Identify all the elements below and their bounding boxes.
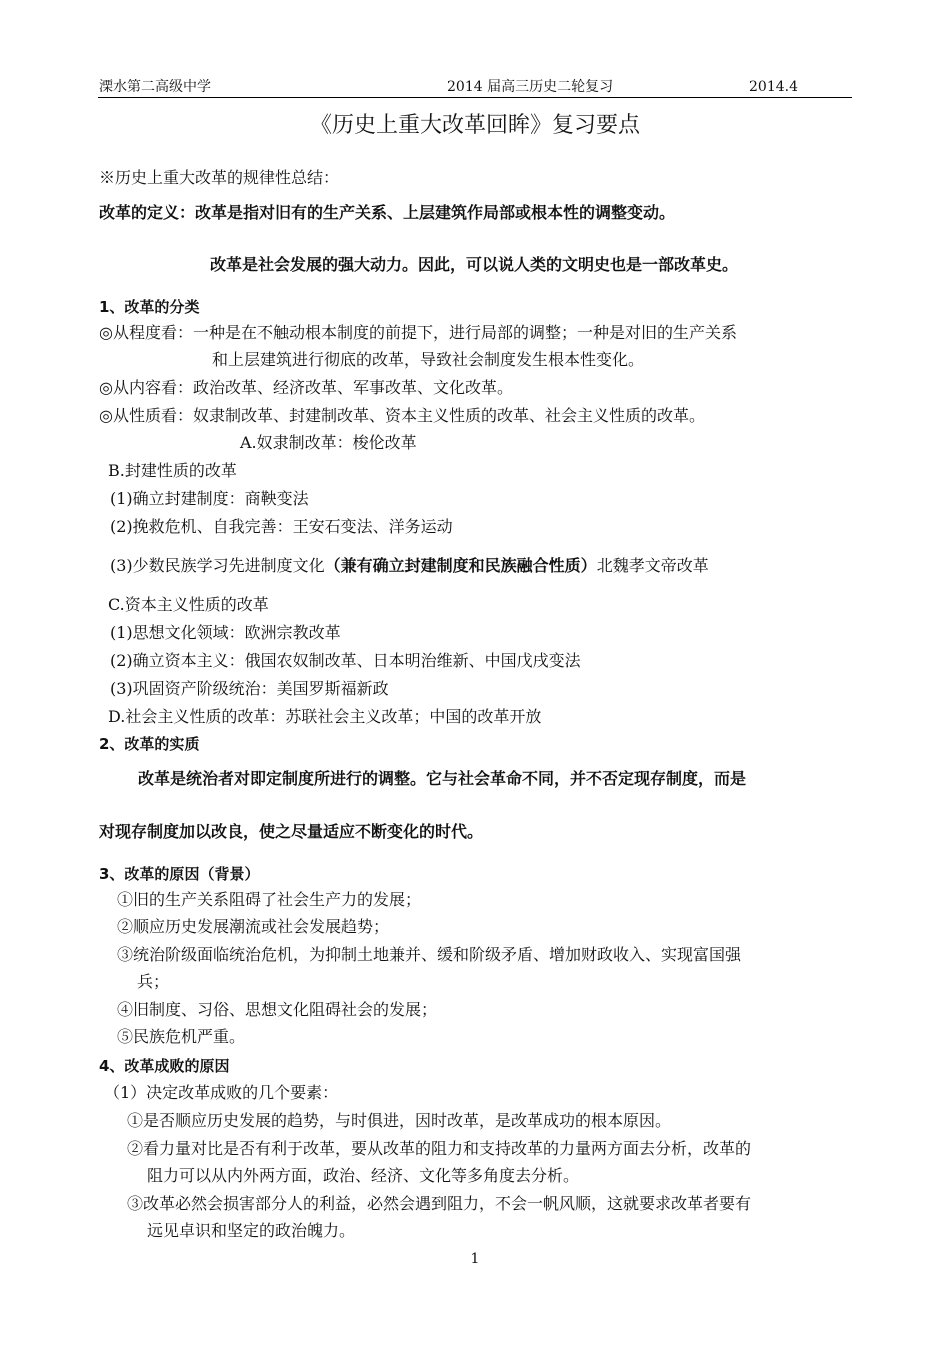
s4-item-3-line1: ③改革必然会损害部分人的利益，必然会遇到阻力，不会一帆风顺，这就要求改革者要有 xyxy=(127,1194,752,1213)
s3-item-5: ⑤民族危机严重。 xyxy=(117,1027,246,1046)
s1-item-C1: (1)思想文化领域：欧洲宗教改革 xyxy=(110,623,341,642)
page-number: 1 xyxy=(470,1251,480,1267)
definition-line2: 改革是社会发展的强大动力。因此，可以说人类的文明史也是一部改革史。 xyxy=(210,255,739,274)
s1-content: ◎从内容看：政治改革、经济改革、军事改革、文化改革。 xyxy=(99,378,513,397)
s3-item-2: ②顺应历史发展潮流或社会发展趋势； xyxy=(117,917,390,936)
s1-item-B3 xyxy=(110,556,709,576)
s4-item-3-line2: 远见卓识和坚定的政治魄力。 xyxy=(147,1221,356,1240)
header-course: 2014 届高三历史二轮复习 xyxy=(447,79,614,95)
s1-item-C2: (2)确立资本主义：俄国农奴制改革、日本明治维新、中国戊戌变法 xyxy=(110,651,581,670)
s3-item-3-line2: 兵； xyxy=(137,972,170,991)
s1-nature: ◎从性质看：奴隶制改革、封建制改革、资本主义性质的改革、社会主义性质的改革。 xyxy=(99,406,705,425)
s3-item-4: ④旧制度、习俗、思想文化阻碍社会的发展； xyxy=(117,1000,438,1019)
s1-item-D: D.社会主义性质的改革：苏联社会主义改革；中国的改革开放 xyxy=(108,707,542,726)
intro-text: ※历史上重大改革的规律性总结： xyxy=(99,168,340,187)
s3-item-1: ①旧的生产关系阻碍了社会生产力的发展； xyxy=(117,890,422,909)
header-date: 2014.4 xyxy=(749,79,798,95)
s2-line2: 对现存制度加以改良，使之尽量适应不断变化的时代。 xyxy=(99,822,484,841)
s3-item-3-line1: ③统治阶级面临统治危机，为抑制土地兼并、缓和阶级矛盾、增加财政收入、实现富国强 xyxy=(117,945,742,964)
s1-item-A: A.奴隶制改革：梭伦改革 xyxy=(240,433,417,452)
definition-line1: 改革的定义：改革是指对旧有的生产关系、上层建筑作局部或根本性的调整变动。 xyxy=(99,203,676,222)
s4-item-2-line1: ②看力量对比是否有利于改革，要从改革的阻力和支持改革的力量两方面去分析，改革的 xyxy=(127,1139,752,1158)
section2-heading: 2、改革的实质 xyxy=(99,735,200,753)
s1-degree-line2: 和上层建筑进行彻底的改革，导致社会制度发生根本性变化。 xyxy=(212,350,645,369)
s1-item-C: C.资本主义性质的改革 xyxy=(108,595,269,614)
s1-degree-line1: ◎从程度看：一种是在不触动根本制度的前提下，进行局部的调整；一种是对旧的生产关系 xyxy=(99,323,737,342)
header-rule xyxy=(98,97,852,98)
s1-item-B3-suffix: 北魏孝文帝改革 xyxy=(596,556,709,575)
section3-heading: 3、改革的原因（背景） xyxy=(99,865,260,883)
s1-item-B3-bold: （兼有确立封建制度和民族融合性质） xyxy=(324,556,597,575)
s1-item-B1: (1)确立封建制度：商鞅变法 xyxy=(110,489,309,508)
s4-item-2-line2: 阻力可以从内外两方面，政治、经济、文化等多角度去分析。 xyxy=(147,1166,580,1185)
s4-subheading: （1）决定改革成败的几个要素： xyxy=(104,1083,339,1102)
s1-item-B: B.封建性质的改革 xyxy=(108,461,237,480)
header-school: 溧水第二高级中学 xyxy=(99,79,211,95)
s1-item-B3-prefix: (3)少数民族学习先进制度文化 xyxy=(110,556,325,575)
page-title: 《历史上重大改革回眸》复习要点 xyxy=(309,113,640,138)
section1-heading: 1、改革的分类 xyxy=(99,298,200,316)
s1-item-C3: (3)巩固资产阶级统治：美国罗斯福新政 xyxy=(110,679,389,698)
section4-heading: 4、改革成败的原因 xyxy=(99,1057,230,1075)
s1-item-B2: (2)挽救危机、自我完善：王安石变法、洋务运动 xyxy=(110,517,453,536)
s4-item-1: ①是否顺应历史发展的趋势，与时俱进，因时改革，是改革成功的根本原因。 xyxy=(127,1111,672,1130)
s2-line1: 改革是统治者对即定制度所进行的调整。它与社会革命不同，并不否定现存制度，而是 xyxy=(138,769,747,788)
